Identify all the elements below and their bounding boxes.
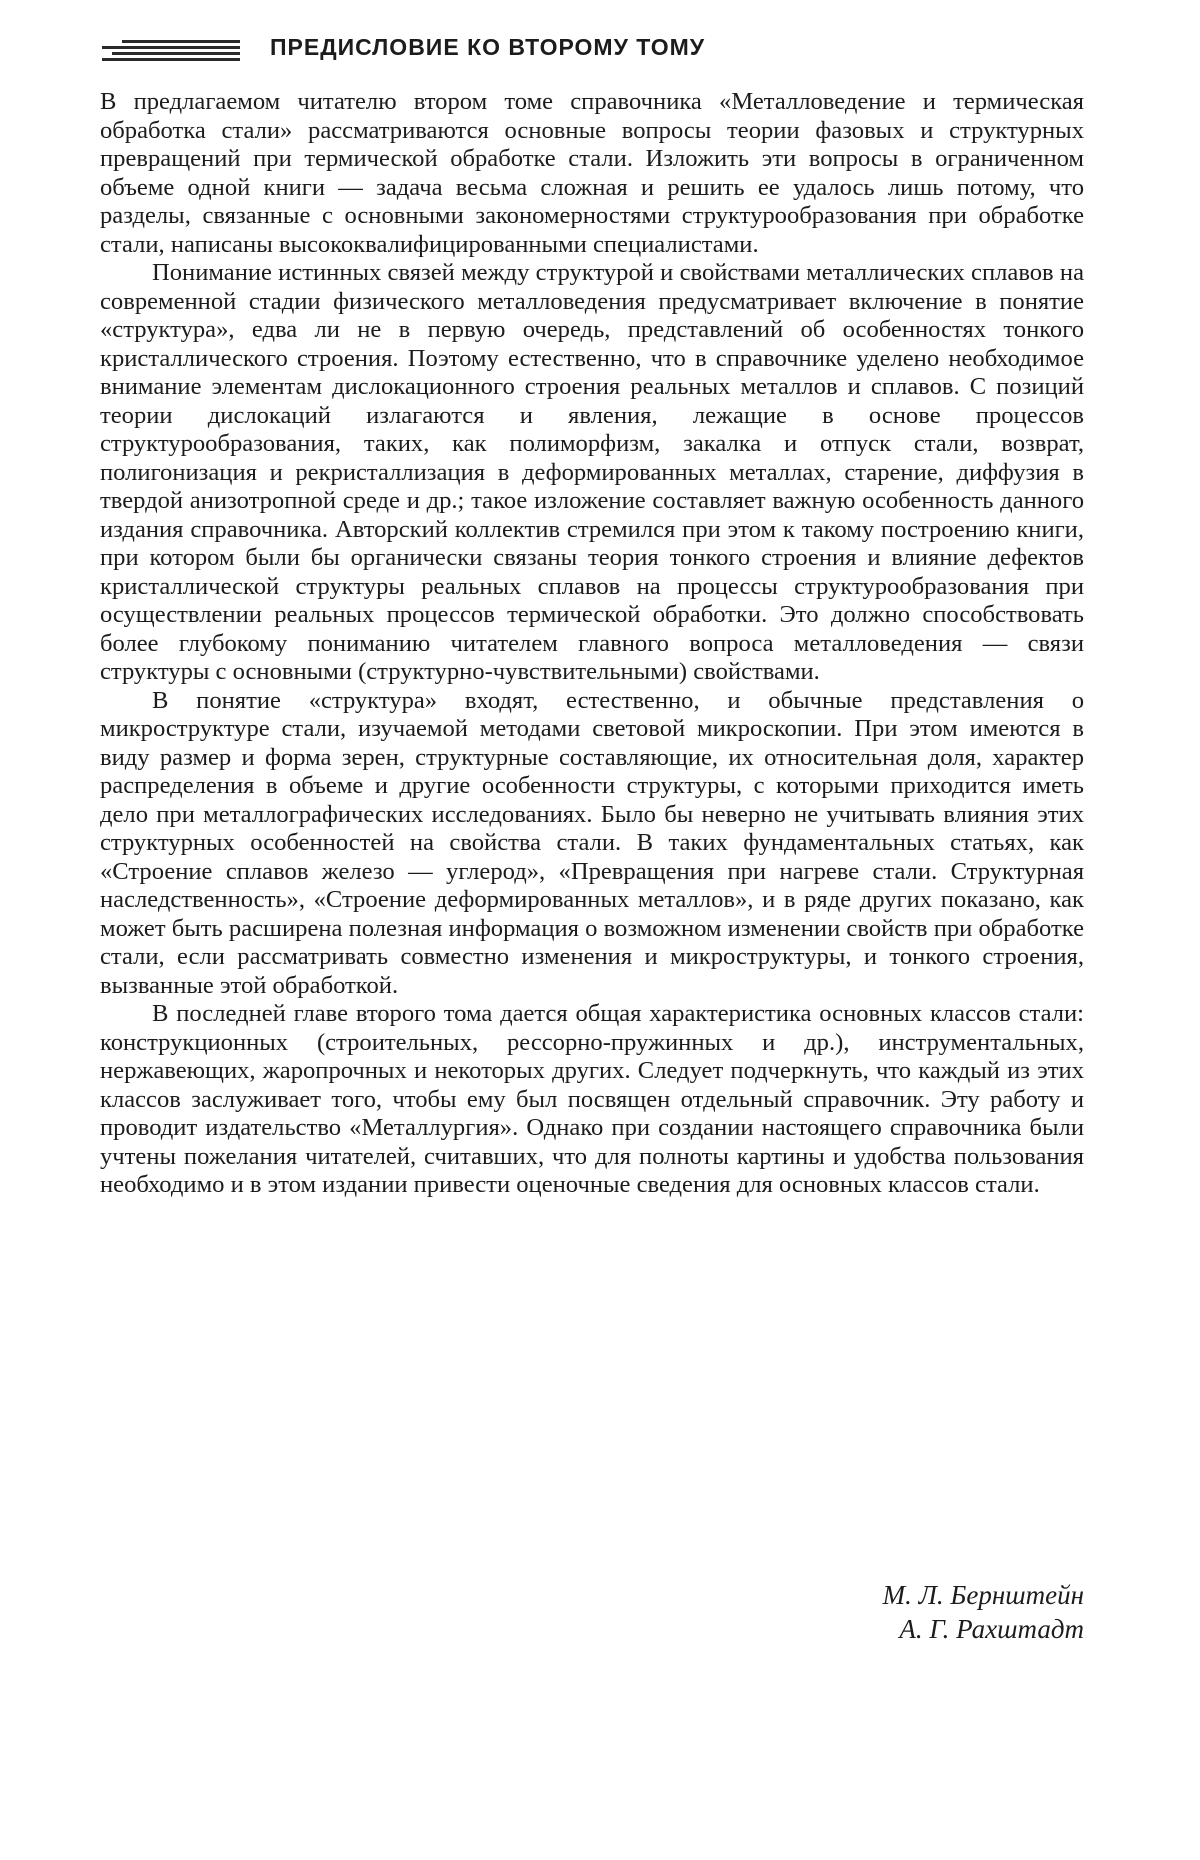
header-ornament: [102, 38, 240, 60]
paragraph-1: В предлагаемом читателю втором томе справочника «Металловедение и термическая обработка стали» рассматриваются основные вопросы теории фазовых и структурных превращений при термической обработке стали. Изложить эти вопросы в ограниченном объеме одной книги — задача весьма сложная и решить ее удалось лишь потому, что разделы, связанные с основными закономерностями структурообразования при обработке стали, написаны высококвалифицированными специалистами.: [100, 88, 1084, 258]
paragraph-4: В последней главе второго тома дается общая характеристика основных классов стали: конструкционных (строительных, рессорно-пружинных и др.), инструментальных, нержавеющих, жаропрочных и некоторых других. Следует подчеркнуть, что каждый из этих классов заслуживает того, чтобы ему был посвящен отдельный справочник. Эту работу и проводит издательство «Металлургия». Однако при создании настоящего справочника были учтены пожелания читателей, считавших, что для полноты картины и удобства пользования необходимо и в этом издании привести оценочные сведения для основных классов стали.: [100, 1000, 1084, 1198]
body-text: [100, 88, 1084, 1200]
paragraph-2: Понимание истинных связей между структурой и свойствами металлических сплавов на современной стадии физического металловедения предусматривает включение в понятие «структура», едва ли не в первую очередь, представлений об особенностях тонкого кристаллического строения. Поэтому естественно, что в справочнике уделено необходимое внимание элементам дислокационного строения реальных металлов и сплавов. С позиций теории дислокаций излагаются и явления, лежащие в основе процессов структурообразования, таких, как полиморфизм, закалка и отпуск стали, возврат, полигонизация и рекристаллизация в деформированных металлах, старение, диффузия в твердой анизотропной среде и др.; такое изложение составляет важную особенность данного издания справочника. Авторский коллектив стремился при этом к такому построению книги, при котором были бы органически связаны теория тонкого строения и влияние дефектов кристаллической структуры реальных сплавов на процессы структурообразования при осуществлении реальных процессов термической обработки. Это должно способствовать более глубокому пониманию читателем главного вопроса металловедения — связи структуры с основными (структурно-чувствительными) свойствами.: [100, 259, 1084, 685]
author-name: М. Л. Бернштейн: [882, 1580, 1084, 1610]
author-name: А. Г. Рахштадт: [899, 1614, 1084, 1644]
author-signatures: [883, 1578, 1084, 1646]
page-title: ПРЕДИСЛОВИЕ КО ВТОРОМУ ТОМУ: [270, 34, 706, 60]
paragraph-3: В понятие «структура» входят, естественно, и обычные представления о микроструктуре стали, изучаемой методами световой микроскопии. При этом имеются в виду размер и форма зерен, структурные составляющие, их относительная доля, характер распределения в объеме и другие особенности структуры, с которыми приходится иметь дело при металлографических исследованиях. Было бы неверно не учитывать влияния этих структурных особенностей на свойства стали. В таких фундаментальных статьях, как «Строение сплавов железо — углерод», «Превращения при нагреве стали. Структурная наследственность», «Строение деформированных металлов», и в ряде других показано, как может быть расширена полезная информация о возможном изменении свойств при обработке стали, если рассматривать совместно изменения и микроструктуры, и тонкого строения, вызванные этой обработкой.: [100, 686, 1084, 999]
page-header: [102, 30, 1082, 70]
